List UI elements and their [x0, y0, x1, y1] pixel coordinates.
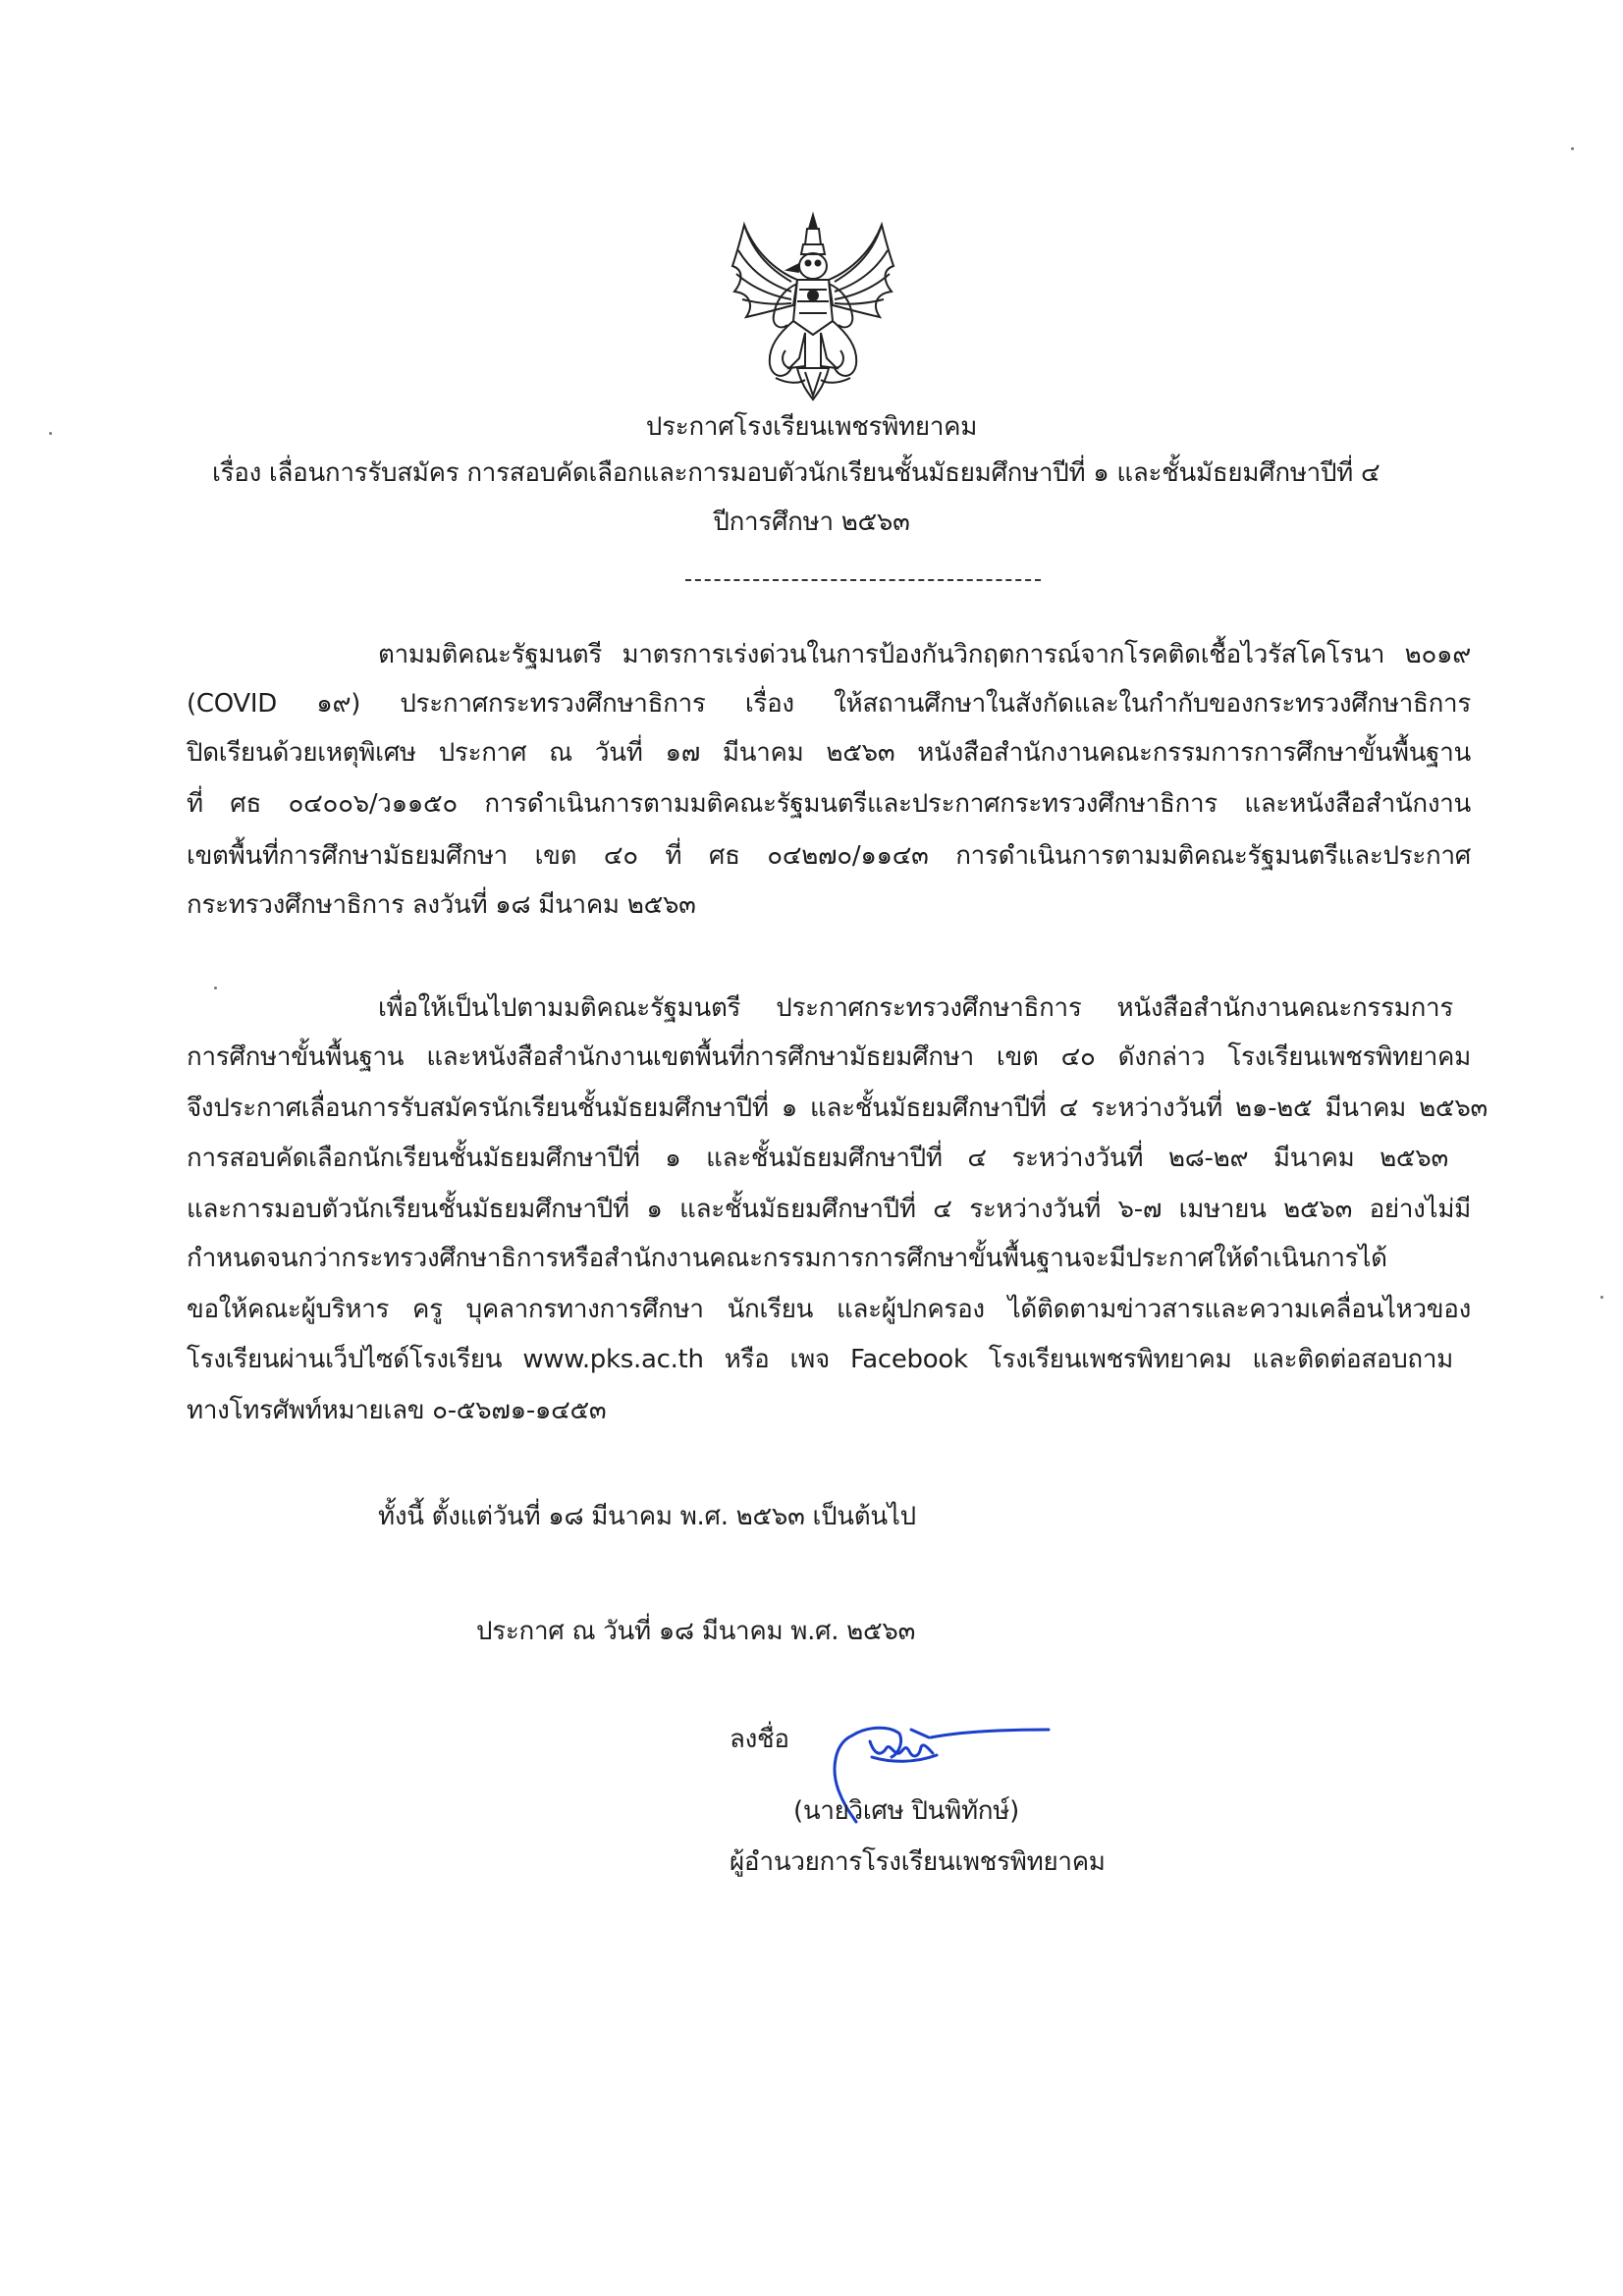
announcement-title: ประกาศโรงเรียนเพชรพิทยาคม [645, 412, 978, 442]
paragraph-line: การสอบคัดเลือกนักเรียนชั้นมัธยมศึกษาปีที่ ๑ และชั้นมัธยมศึกษาปีที่ ๔ ระหว่างวันที่ ๒๘-๒๙ มีนาคม ๒๕๖๓ [187, 1144, 1448, 1173]
scan-speck [1600, 1296, 1603, 1299]
header-divider [685, 579, 1041, 581]
paragraph-line: ทางโทรศัพท์หมายเลข ๐-๕๖๗๑-๑๔๕๓ [187, 1396, 607, 1425]
paragraph-line: เขตพื้นที่การศึกษามัธยมศึกษา เขต ๔๐ ที่ ศธ ๐๔๒๗๐/๑๑๔๓ การดำเนินการตามมติคณะรัฐมนตรีและประกาศ [187, 841, 1471, 871]
paragraph-line: เพื่อให้เป็นไปตามมติคณะรัฐมนตรี ประกาศกระทรวงศึกษาธิการ หนังสือสำนักงานคณะกรรมการ [378, 993, 1453, 1023]
paragraph-line: จึงประกาศเลื่อนการรับสมัครนักเรียนชั้นมัธยมศึกษาปีที่ ๑ และชั้นมัธยมศึกษาปีที่ ๔ ระหว่างวันที่ ๒๑-๒๕ มีนาคม ๒๕๖๓ [187, 1094, 1488, 1123]
paragraph-line: กำหนดจนกว่ากระทรวงศึกษาธิการหรือสำนักงานคณะกรรมการการศึกษาขั้นพื้นฐานจะมีประกาศให้ดำเนินการได้ [187, 1244, 1387, 1273]
paragraph-line: (COVID ๑๙) ประกาศกระทรวงศึกษาธิการ เรื่อง ให้สถานศึกษาในสังกัดและในกำกับของกระทรวงศึกษาธิการ [187, 689, 1471, 719]
signer-name: (นายวิเศษ ปินพิทักษ์) [793, 1796, 1019, 1826]
scan-speck [49, 432, 52, 435]
academic-year-line: ปีการศึกษา ๒๕๖๓ [713, 507, 910, 537]
scan-speck [214, 987, 217, 989]
paragraph-line: ขอให้คณะผู้บริหาร ครู บุคลากรทางการศึกษา นักเรียน และผู้ปกครอง ได้ติดตามข่าวสารและความเคลื่อนไหวของ [187, 1295, 1471, 1324]
subject-line: เรื่อง เลื่อนการรับสมัคร การสอบคัดเลือกและการมอบตัวนักเรียนชั้นมัธยมศึกษาปีที่ ๑ และชั้นมัธยมศึกษาปีที่ ๔ [212, 458, 1380, 488]
signer-position: ผู้อำนวยการโรงเรียนเพชรพิทยาคม [730, 1847, 1106, 1877]
sign-label: ลงชื่อ [730, 1725, 789, 1754]
effective-date-line: ทั้งนี้ ตั้งแต่วันที่ ๑๘ มีนาคม พ.ศ. ๒๕๖๓ เป็นต้นไป [378, 1502, 916, 1531]
paragraph-line: กระทรวงศึกษาธิการ ลงวันที่ ๑๘ มีนาคม ๒๕๖๓ [187, 890, 696, 920]
paragraph-line: และการมอบตัวนักเรียนชั้นมัธยมศึกษาปีที่ ๑ และชั้นมัธยมศึกษาปีที่ ๔ ระหว่างวันที่ ๖-๗ เมษายน ๒๕๖๓ อย่างไม่มี [187, 1195, 1471, 1224]
scan-speck [1571, 147, 1574, 150]
paragraph-line: การศึกษาขั้นพื้นฐาน และหนังสือสำนักงานเขตพื้นที่การศึกษามัธยมศึกษา เขต ๔๐ ดังกล่าว โรงเรียนเพชรพิทยาคม [187, 1042, 1471, 1072]
paragraph-line: ตามมติคณะรัฐมนตรี มาตรการเร่งด่วนในการป้องกันวิกฤตการณ์จากโรคติดเชื้อไวรัสโคโรนา ๒๐๑๙ [378, 640, 1471, 669]
announced-date-line: ประกาศ ณ วันที่ ๑๘ มีนาคม พ.ศ. ๒๕๖๓ [476, 1617, 916, 1646]
garuda-emblem-icon [715, 211, 911, 407]
paragraph-line: ที่ ศธ ๐๔๐๐๖/ว๑๑๕๐ การดำเนินการตามมติคณะรัฐมนตรีและประกาศกระทรวงศึกษาธิการ และหนังสือสำนักงาน [187, 789, 1471, 819]
paragraph-line: ปิดเรียนด้วยเหตุพิเศษ ประกาศ ณ วันที่ ๑๗ มีนาคม ๒๕๖๓ หนังสือสำนักงานคณะกรรมการการศึกษาขั้นพื้นฐาน [187, 738, 1471, 768]
paragraph-line: โรงเรียนผ่านเว็ปไซด์โรงเรียน www.pks.ac.th หรือ เพจ Facebook โรงเรียนเพชรพิทยาคม และติดต่อสอบถาม [187, 1345, 1453, 1374]
